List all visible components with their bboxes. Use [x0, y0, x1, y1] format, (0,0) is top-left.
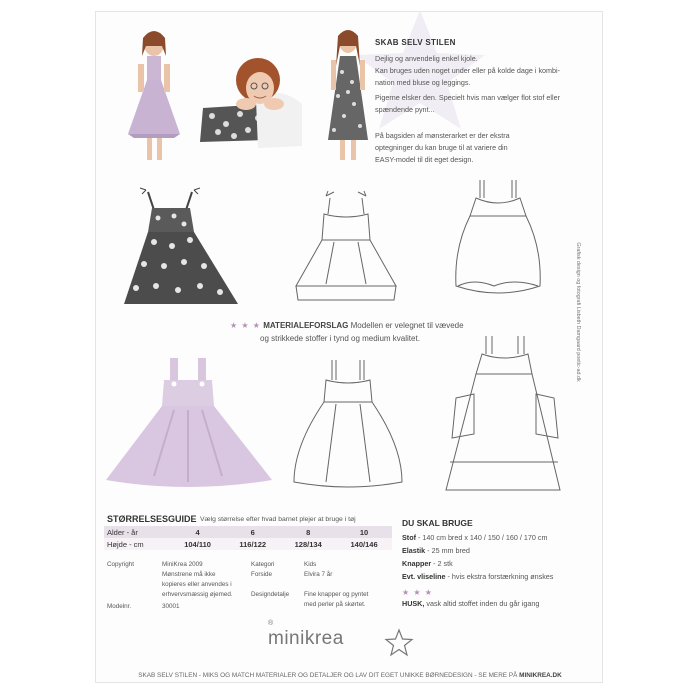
size-guide-subtitle: Vælg størrelse efter hvad barnet plejer at bruge i tøj	[200, 516, 356, 523]
table-cell: 8	[280, 526, 336, 538]
table-cell: 10	[336, 526, 392, 538]
intro-line: optegninger du kan bruge til at variere din	[375, 143, 508, 152]
intro-line: Kan bruges uden noget under eller på kolde dage i kombi-	[375, 66, 561, 75]
husk-line: HUSK, vask altid stoffet inden du går igang	[402, 599, 540, 608]
table-cell: 140/146	[336, 538, 392, 550]
forside-value: Elvira 7 år	[304, 571, 333, 578]
elastic-line: Elastik - 25 mm bred	[402, 546, 470, 555]
row-label: Højde - cm	[104, 538, 170, 550]
table-row	[104, 538, 392, 550]
modelnr-value: 30001	[162, 603, 180, 610]
photo-patterned-dress	[118, 186, 246, 310]
intro-line: spændende pynt...	[375, 105, 435, 114]
drawing-dress-front	[290, 190, 402, 306]
copyright-line: erhvervsmæssig øjemed.	[162, 591, 233, 598]
kategori-value: Kids	[304, 561, 317, 568]
size-table	[104, 526, 392, 550]
star-icon: ★ ★ ★	[230, 321, 261, 330]
copyright-line: MiniKrea 2009	[162, 561, 203, 568]
website-link[interactable]: MINIKREA.DK	[519, 672, 562, 679]
intro-title: SKAB SELV STILEN	[375, 38, 456, 47]
forside-label: Forside	[251, 571, 272, 578]
designdetalje-label: Designdetalje	[251, 591, 290, 598]
footer-text: SKAB SELV STILEN - MIKS OG MATCH MATERIALER OG DETALJER OG LAV DIT EGET UNIKKE BØRNEDESIGN - SE MERE PÅ MINIKREA.DK	[138, 672, 562, 679]
copyright-line: kopieres eller anvendes i	[162, 581, 232, 588]
photo-girl-patterned-dress	[318, 26, 378, 164]
table-cell: 6	[225, 526, 280, 538]
design-line: Fine knapper og pyntet	[304, 591, 369, 598]
modelnr-label: Modelnr.	[107, 603, 132, 610]
table-cell: 104/110	[170, 538, 225, 550]
drawing-balloon-dress	[444, 178, 552, 306]
logo-star-icon	[384, 628, 414, 658]
intro-line: Dejlig og anvendelig enkel kjole.	[375, 54, 478, 63]
drawing-dress-back	[290, 356, 406, 492]
intro-line: nation med bluse og leggings.	[375, 78, 471, 87]
photo-girl-lilac-dress	[114, 26, 194, 164]
table-row	[104, 526, 392, 538]
fabric-line: Stof - 140 cm bred x 140 / 150 / 160 / 170 cm	[402, 533, 548, 542]
intro-line: EASY-model til dit eget design.	[375, 155, 474, 164]
intro-line: Pigerne elsker den. Specielt hvis man vælger flot stof eller	[375, 93, 560, 102]
design-credit: Grafisk design og fotografi Lisbeth Damgaard poetic-ad.dk	[575, 242, 581, 382]
star-icon: ★ ★ ★	[402, 588, 433, 597]
intro-line: På bagsiden af mønsterarket er der ekstra	[375, 131, 510, 140]
row-label: Alder - år	[104, 526, 170, 538]
registered-mark: ®	[268, 620, 274, 627]
kategori-label: Kategori	[251, 561, 275, 568]
materials-title: DU SKAL BRUGE	[402, 518, 473, 528]
photo-girl-lying-down	[198, 38, 308, 156]
copyright-label: Copyright	[107, 561, 134, 568]
table-cell: 4	[170, 526, 225, 538]
drawing-dress-pockets	[440, 334, 568, 496]
design-line: med perler på skørtet.	[304, 601, 366, 608]
table-cell: 128/134	[280, 538, 336, 550]
minikrea-logo: minikrea	[268, 628, 344, 649]
size-guide-title: STØRRELSESGUIDE	[107, 514, 197, 524]
interfacing-line: Evt. vliseline - hvis ekstra forstærkning ønskes	[402, 572, 554, 581]
material-label: MATERIALEFORSLAG	[263, 321, 349, 330]
material-text: Modellen er velegnet til vævede	[350, 321, 464, 330]
buttons-line: Knapper - 2 stk	[402, 559, 453, 568]
material-text: og strikkede stoffer i tynd og medium kvalitet.	[260, 334, 420, 343]
table-cell: 116/122	[225, 538, 280, 550]
material-suggestion	[230, 321, 464, 330]
copyright-line: Mønstrene må ikke	[162, 571, 216, 578]
photo-lilac-dress	[104, 354, 276, 494]
